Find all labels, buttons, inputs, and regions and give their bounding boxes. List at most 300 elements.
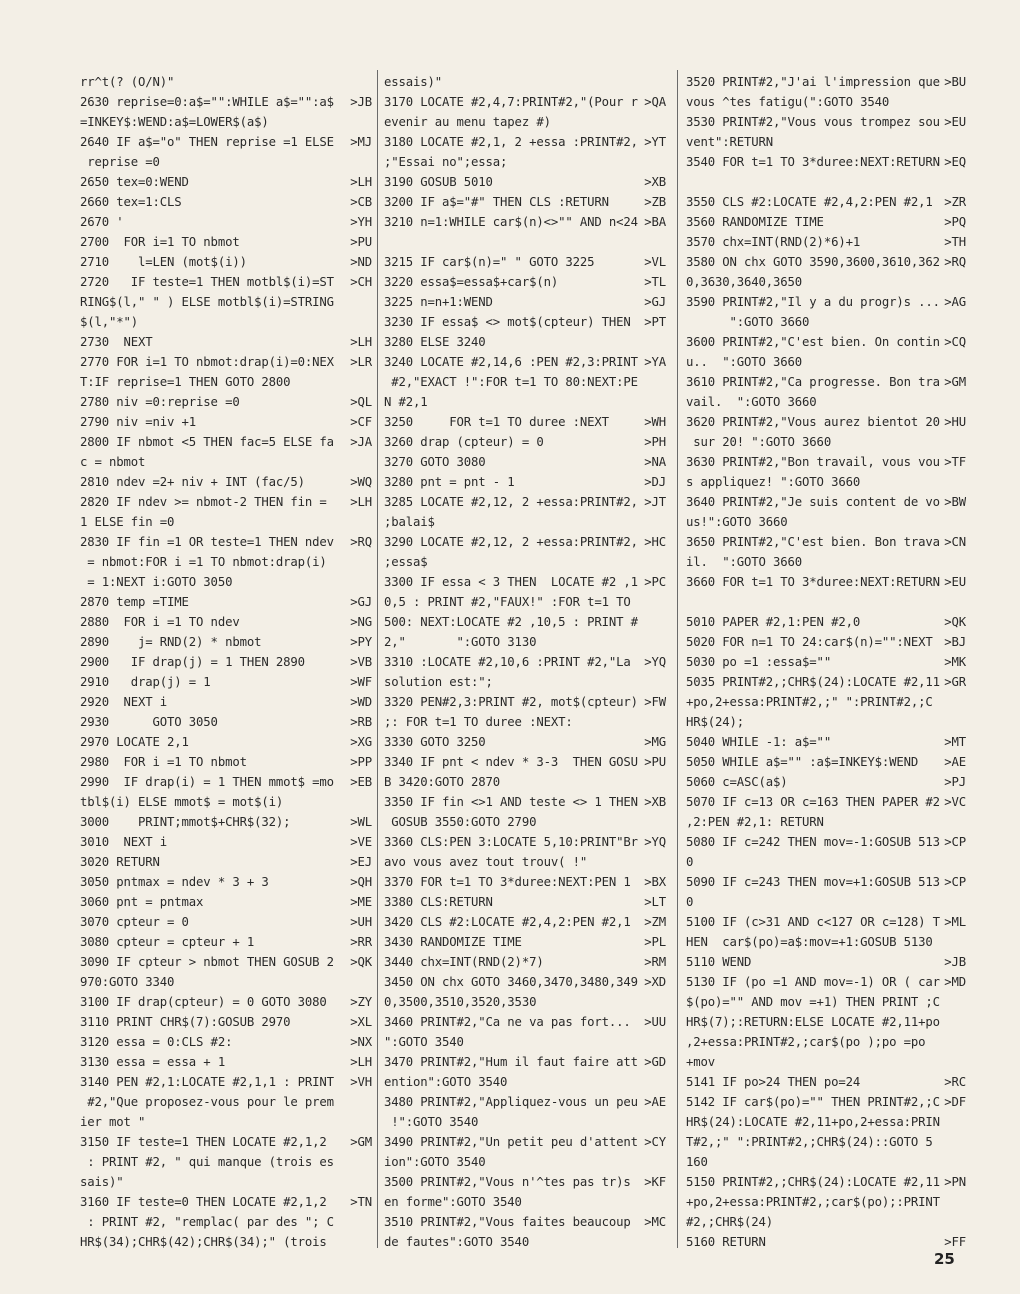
code-text: 3610 PRINT#2,"Ca progresse. Bon tra — [686, 375, 940, 389]
code-text: 3020 RETURN — [80, 855, 160, 869]
code-text: ;: FOR t=1 TO duree :NEXT: — [384, 715, 573, 729]
code-line — [80, 432, 372, 452]
code-line — [80, 652, 372, 672]
code-text: 3530 PRINT#2,"Vous vous trompez sou — [686, 115, 940, 129]
code-line — [686, 652, 966, 672]
code-text: ention":GOTO 3540 — [384, 1075, 508, 1089]
code-text: 3340 IF pnt < ndev * 3-3 THEN GOSU — [384, 755, 638, 769]
code-text: 3215 IF car$(n)=" " GOTO 3225 — [384, 255, 595, 269]
code-line — [384, 1132, 666, 1152]
code-line — [384, 1172, 666, 1192]
checksum: >VE — [350, 835, 372, 849]
code-line — [384, 152, 666, 172]
code-text: 3500 PRINT#2,"Vous n'^tes pas tr)s — [384, 1175, 631, 1189]
code-line — [384, 712, 666, 732]
code-line — [80, 932, 372, 952]
code-text: ,2:PEN #2,1: RETURN — [686, 815, 824, 829]
code-line — [80, 1152, 372, 1172]
code-line — [80, 492, 372, 512]
code-text: 3470 PRINT#2,"Hum il faut faire att — [384, 1055, 638, 1069]
code-line — [384, 312, 666, 332]
code-line — [686, 872, 966, 892]
code-text: 3650 PRINT#2,"C'est bien. Bon trava — [686, 535, 940, 549]
code-text: reprise =0 — [80, 155, 160, 169]
column-rule-left — [377, 70, 378, 1248]
checksum: >VH — [350, 1075, 372, 1089]
checksum: >VB — [350, 655, 372, 669]
code-line — [686, 612, 966, 632]
code-line — [384, 72, 666, 92]
code-text: 2920 NEXT i — [80, 695, 168, 709]
code-text: 3050 pntmax = ndev * 3 + 3 — [80, 875, 269, 889]
code-text: 2790 niv =niv +1 — [80, 415, 197, 429]
code-line — [80, 472, 372, 492]
checksum: >UU — [644, 1015, 666, 1029]
checksum: >XL — [350, 1015, 372, 1029]
code-text: HR$(24):LOCATE #2,11+po,2+essa:PRIN — [686, 1115, 940, 1129]
code-text: 3620 PRINT#2,"Vous aurez bientot 20 — [686, 415, 940, 429]
checksum: >EB — [350, 775, 372, 789]
checksum: >PC — [644, 575, 666, 589]
code-text: 3110 PRINT CHR$(7):GOSUB 2970 — [80, 1015, 291, 1029]
code-line — [80, 1172, 372, 1192]
code-line — [80, 112, 372, 132]
code-line — [686, 952, 966, 972]
checksum: >RM — [644, 955, 666, 969]
code-text: 3060 pnt = pntmax — [80, 895, 204, 909]
code-line — [80, 712, 372, 732]
code-text: : PRINT #2, "remplac( par des "; C — [80, 1215, 334, 1229]
checksum: >CP — [944, 875, 966, 889]
code-text: 3330 GOTO 3250 — [384, 735, 486, 749]
code-text: 3370 FOR t=1 TO 3*duree:NEXT:PEN 1 — [384, 875, 631, 889]
code-text: 3260 drap (cpteur) = 0 — [384, 435, 544, 449]
checksum: >AE — [644, 1095, 666, 1109]
checksum: >QA — [644, 95, 666, 109]
code-line — [686, 432, 966, 452]
code-text: = nbmot:FOR i =1 TO nbmot:drap(i) — [80, 555, 327, 569]
code-line — [686, 472, 966, 492]
code-line — [686, 1072, 966, 1092]
code-line — [384, 372, 666, 392]
checksum: >TN — [350, 1195, 372, 1209]
code-text: 5160 RETURN — [686, 1235, 766, 1249]
code-line — [686, 892, 966, 912]
checksum: >EJ — [350, 855, 372, 869]
code-line — [80, 152, 372, 172]
checksum: >FF — [944, 1235, 966, 1249]
code-line — [80, 1092, 372, 1112]
code-text: 160 — [686, 1155, 708, 1169]
code-line — [384, 532, 666, 552]
code-line — [384, 672, 666, 692]
code-line — [686, 1152, 966, 1172]
checksum: >EU — [944, 115, 966, 129]
code-text: 3640 PRINT#2,"Je suis content de vo — [686, 495, 940, 509]
code-text: 3360 CLS:PEN 3:LOCATE 5,10:PRINT"Br — [384, 835, 638, 849]
checksum: >XB — [644, 175, 666, 189]
checksum: >CY — [644, 1135, 666, 1149]
checksum: >BJ — [944, 635, 966, 649]
code-text: 3350 IF fin <>1 AND teste <> 1 THEN — [384, 795, 638, 809]
code-line — [80, 812, 372, 832]
code-text: 2630 reprise=0:a$="":WHILE a$="":a$ — [80, 95, 334, 109]
code-text: 5110 WEND — [686, 955, 752, 969]
checksum: >PT — [644, 315, 666, 329]
checksum: >GJ — [644, 295, 666, 309]
checksum: >YQ — [644, 655, 666, 669]
checksum: >HU — [944, 415, 966, 429]
code-text: 3230 IF essa$ <> mot$(cpteur) THEN — [384, 315, 631, 329]
checksum: >TH — [944, 235, 966, 249]
code-text: 3520 PRINT#2,"J'ai l'impression que — [686, 75, 940, 89]
code-line — [80, 372, 372, 392]
code-line — [384, 272, 666, 292]
code-text: u.. ":GOTO 3660 — [686, 355, 803, 369]
code-text: HEN car$(po)=a$:mov=+1:GOSUB 5130 — [686, 935, 933, 949]
checksum: >MG — [644, 735, 666, 749]
code-line — [80, 692, 372, 712]
code-line — [384, 872, 666, 892]
code-text: 0 — [686, 855, 694, 869]
code-line — [384, 592, 666, 612]
code-text: 3285 LOCATE #2,12, 2 +essa:PRINT#2, — [384, 495, 638, 509]
checksum: >MC — [644, 1215, 666, 1229]
code-text: 5040 WHILE -1: a$="" — [686, 735, 832, 749]
code-line — [686, 712, 966, 732]
code-line — [80, 892, 372, 912]
page-number: 25 — [934, 1250, 955, 1268]
code-line — [686, 852, 966, 872]
code-line — [80, 1072, 372, 1092]
code-line — [80, 512, 372, 532]
code-text: 1 ELSE fin =0 — [80, 515, 175, 529]
code-line — [686, 1212, 966, 1232]
code-text: 5030 po =1 :essa$="" — [686, 655, 832, 669]
code-line — [686, 1052, 966, 1072]
code-line — [384, 552, 666, 572]
code-line — [686, 932, 966, 952]
listing-column-1 — [80, 72, 372, 1252]
code-line — [80, 832, 372, 852]
code-text: +po,2+essa:PRINT#2,;car$(po);:PRINT — [686, 1195, 940, 1209]
checksum: >GM — [944, 375, 966, 389]
code-text: ;"Essai no";essa; — [384, 155, 508, 169]
code-line — [384, 232, 666, 252]
code-line — [384, 472, 666, 492]
code-line — [686, 1172, 966, 1192]
code-text: GOSUB 3550:GOTO 2790 — [384, 815, 537, 829]
code-line — [384, 892, 666, 912]
code-text: ":GOTO 3540 — [384, 1035, 464, 1049]
code-line — [80, 532, 372, 552]
code-text: : PRINT #2, " qui manque (trois es — [80, 1155, 334, 1169]
code-line — [384, 772, 666, 792]
code-line — [80, 212, 372, 232]
checksum: >PH — [644, 435, 666, 449]
code-text: 0,3630,3640,3650 — [686, 275, 803, 289]
checksum: >PQ — [944, 215, 966, 229]
code-line — [384, 652, 666, 672]
code-text: 3190 GOSUB 5010 — [384, 175, 493, 189]
code-line — [80, 912, 372, 932]
checksum: >GJ — [350, 595, 372, 609]
code-text: sur 20! ":GOTO 3660 — [686, 435, 832, 449]
code-line — [686, 152, 966, 172]
code-text: 2640 IF a$="o" THEN reprise =1 ELSE — [80, 135, 334, 149]
code-text: 3120 essa = 0:CLS #2: — [80, 1035, 233, 1049]
code-text: 3540 FOR t=1 TO 3*duree:NEXT:RETURN — [686, 155, 940, 169]
code-line — [686, 532, 966, 552]
code-text: 3070 cpteur = 0 — [80, 915, 189, 929]
code-text: us!":GOTO 3660 — [686, 515, 788, 529]
code-line — [384, 92, 666, 112]
checksum: >PY — [350, 635, 372, 649]
code-line — [686, 292, 966, 312]
code-text: 3100 IF drap(cpteur) = 0 GOTO 3080 — [80, 995, 327, 1009]
code-line — [80, 972, 372, 992]
code-text: 2990 IF drap(i) = 1 THEN mmot$ =mo — [80, 775, 334, 789]
checksum: >DJ — [644, 475, 666, 489]
code-text: c = nbmot — [80, 455, 146, 469]
checksum: >UH — [350, 915, 372, 929]
checksum: >PN — [944, 1175, 966, 1189]
code-text: 3570 chx=INT(RND(2)*6)+1 — [686, 235, 861, 249]
checksum: >YQ — [644, 835, 666, 849]
code-line — [384, 212, 666, 232]
code-text: 5141 IF po>24 THEN po=24 — [686, 1075, 861, 1089]
code-line — [80, 1192, 372, 1212]
code-text: 3290 LOCATE #2,12, 2 +essa:PRINT#2, — [384, 535, 638, 549]
code-text: 3240 LOCATE #2,14,6 :PEN #2,3:PRINT — [384, 355, 638, 369]
checksum: >QK — [944, 615, 966, 629]
code-text: 3550 CLS #2:LOCATE #2,4,2:PEN #2,1 — [686, 195, 933, 209]
code-line — [80, 72, 372, 92]
code-text: 2820 IF ndev >= nbmot-2 THEN fin = — [80, 495, 327, 509]
checksum: >PL — [644, 935, 666, 949]
code-line — [686, 212, 966, 232]
code-line — [80, 352, 372, 372]
code-text: 2700 FOR i=1 TO nbmot — [80, 235, 240, 249]
code-line — [80, 592, 372, 612]
code-text: 5150 PRINT#2,;CHR$(24):LOCATE #2,11 — [686, 1175, 940, 1189]
checksum: >MJ — [350, 135, 372, 149]
code-text: 3090 IF cpteur > nbmot THEN GOSUB 2 — [80, 955, 334, 969]
code-text: 2710 l=LEN (mot$(i)) — [80, 255, 247, 269]
code-line — [384, 1072, 666, 1092]
code-text: 3180 LOCATE #2,1, 2 +essa :PRINT#2, — [384, 135, 638, 149]
code-text: vent":RETURN — [686, 135, 774, 149]
checksum: >CF — [350, 415, 372, 429]
checksum: >WD — [350, 695, 372, 709]
checksum: >EU — [944, 575, 966, 589]
code-text: 3580 ON chx GOTO 3590,3600,3610,362 — [686, 255, 940, 269]
code-line — [384, 432, 666, 452]
code-line — [686, 392, 966, 412]
code-text: 2930 GOTO 3050 — [80, 715, 218, 729]
checksum: >YH — [350, 215, 372, 229]
code-text: 2650 tex=0:WEND — [80, 175, 189, 189]
checksum: >WL — [350, 815, 372, 829]
code-line — [686, 972, 966, 992]
checksum: >VC — [944, 795, 966, 809]
code-line — [686, 752, 966, 772]
code-line — [384, 1052, 666, 1072]
code-text: T#2,;" ":PRINT#2,;CHR$(24)::GOTO 5 — [686, 1135, 933, 1149]
checksum: >CN — [944, 535, 966, 549]
checksum: >LH — [350, 495, 372, 509]
code-text: 2970 LOCATE 2,1 — [80, 735, 189, 749]
code-line — [686, 252, 966, 272]
code-line — [686, 272, 966, 292]
code-text: 3380 CLS:RETURN — [384, 895, 493, 909]
code-text: 5020 FOR n=1 TO 24:car$(n)="":NEXT — [686, 635, 933, 649]
code-line — [686, 1132, 966, 1152]
code-line — [80, 92, 372, 112]
code-line — [686, 372, 966, 392]
checksum: >PU — [644, 755, 666, 769]
code-line — [384, 1032, 666, 1052]
code-line — [686, 1032, 966, 1052]
code-text: 3200 IF a$="#" THEN CLS :RETURN — [384, 195, 609, 209]
code-line — [686, 632, 966, 652]
code-text: 3250 FOR t=1 TO duree :NEXT — [384, 415, 609, 429]
code-line — [384, 912, 666, 932]
code-text: solution est:"; — [384, 675, 493, 689]
checksum: >NA — [644, 455, 666, 469]
listing-column-2 — [384, 72, 666, 1252]
checksum: >VL — [644, 255, 666, 269]
checksum: >EQ — [944, 155, 966, 169]
code-text: 3450 ON chx GOTO 3460,3470,3480,349 — [384, 975, 638, 989]
code-text: 3280 pnt = pnt - 1 — [384, 475, 515, 489]
code-line — [80, 412, 372, 432]
checksum: >LT — [644, 895, 666, 909]
checksum: >NX — [350, 1035, 372, 1049]
checksum: >QL — [350, 395, 372, 409]
checksum: >ZB — [644, 195, 666, 209]
code-text: +mov — [686, 1055, 716, 1069]
listing-column-3 — [686, 72, 966, 1252]
code-line — [686, 732, 966, 752]
code-line — [686, 912, 966, 932]
checksum: >WH — [644, 415, 666, 429]
code-text: en forme":GOTO 3540 — [384, 1195, 522, 1209]
code-line — [384, 992, 666, 1012]
checksum: >TF — [944, 455, 966, 469]
checksum: >JB — [350, 95, 372, 109]
code-text: 3460 PRINT#2,"Ca ne va pas fort... — [384, 1015, 631, 1029]
code-line — [384, 412, 666, 432]
code-line — [80, 172, 372, 192]
code-text: 3630 PRINT#2,"Bon travail, vous vou — [686, 455, 940, 469]
checksum: >ZR — [944, 195, 966, 209]
code-text: 3225 n=n+1:WEND — [384, 295, 493, 309]
checksum: >HC — [644, 535, 666, 549]
code-text: evenir au menu tapez #) — [384, 115, 551, 129]
code-line — [686, 1192, 966, 1212]
checksum: >GR — [944, 675, 966, 689]
code-text: 3000 PRINT;mmot$+CHR$(32); — [80, 815, 291, 829]
checksum: >RB — [350, 715, 372, 729]
code-line — [686, 72, 966, 92]
code-line — [80, 312, 372, 332]
code-line — [686, 1092, 966, 1112]
code-text: =INKEY$:WEND:a$=LOWER$(a$) — [80, 115, 269, 129]
code-text: T:IF reprise=1 THEN GOTO 2800 — [80, 375, 291, 389]
checksum: >CH — [350, 275, 372, 289]
checksum: >LH — [350, 1055, 372, 1069]
code-line — [384, 852, 666, 872]
code-line — [686, 992, 966, 1012]
checksum: >MD — [944, 975, 966, 989]
code-line — [686, 352, 966, 372]
code-line — [80, 132, 372, 152]
checksum: >BU — [944, 75, 966, 89]
code-line — [80, 992, 372, 1012]
code-line — [686, 452, 966, 472]
code-line — [80, 672, 372, 692]
code-text: 5010 PAPER #2,1:PEN #2,0 — [686, 615, 861, 629]
checksum: >JB — [944, 955, 966, 969]
code-text: RING$(l," " ) ELSE motbl$(i)=STRING — [80, 295, 334, 309]
code-text: 3660 FOR t=1 TO 3*duree:NEXT:RETURN — [686, 575, 940, 589]
code-line — [80, 612, 372, 632]
code-line — [384, 692, 666, 712]
code-text: 3140 PEN #2,1:LOCATE #2,1,1 : PRINT — [80, 1075, 334, 1089]
code-text: tbl$(i) ELSE mmot$ = mot$(i) — [80, 795, 284, 809]
code-text: 2780 niv =0:reprise =0 — [80, 395, 240, 409]
code-text: 5070 IF c=13 OR c=163 THEN PAPER #2 — [686, 795, 940, 809]
code-line — [384, 632, 666, 652]
code-line — [384, 1212, 666, 1232]
code-line — [80, 252, 372, 272]
code-text: +po,2+essa:PRINT#2,;" ":PRINT#2,;C — [686, 695, 933, 709]
code-text: de fautes":GOTO 3540 — [384, 1235, 530, 1249]
code-text: !":GOTO 3540 — [384, 1115, 479, 1129]
code-line — [384, 732, 666, 752]
checksum: >PP — [350, 755, 372, 769]
code-line — [686, 692, 966, 712]
code-line — [686, 512, 966, 532]
checksum: >AE — [944, 755, 966, 769]
code-text: ion":GOTO 3540 — [384, 1155, 486, 1169]
code-text: 2890 j= RND(2) * nbmot — [80, 635, 262, 649]
checksum: >QK — [350, 955, 372, 969]
code-line — [686, 772, 966, 792]
checksum: >XG — [350, 735, 372, 749]
code-text: 2720 IF teste=1 THEN motbl$(i)=ST — [80, 275, 334, 289]
code-text: sais)" — [80, 1175, 124, 1189]
code-line — [80, 232, 372, 252]
code-line — [384, 112, 666, 132]
code-line — [384, 1192, 666, 1212]
code-text: 3430 RANDOMIZE TIME — [384, 935, 522, 949]
code-text: 970:GOTO 3340 — [80, 975, 175, 989]
code-text: HR$(24); — [686, 715, 745, 729]
code-line — [80, 1132, 372, 1152]
code-text: 500: NEXT:LOCATE #2 ,10,5 : PRINT # — [384, 615, 638, 629]
code-line — [384, 492, 666, 512]
code-text: ;essa$ — [384, 555, 428, 569]
code-text: #2,"EXACT !":FOR t=1 TO 80:NEXT:PE — [384, 375, 638, 389]
code-text: vous ^tes fatigu(":GOTO 3540 — [686, 95, 890, 109]
code-line — [686, 232, 966, 252]
code-text: 2770 FOR i=1 TO nbmot:drap(i)=0:NEX — [80, 355, 334, 369]
code-text: ,2+essa:PRINT#2,;car$(po );po =po — [686, 1035, 926, 1049]
code-line — [384, 1232, 666, 1252]
code-text: 3210 n=1:WHILE car$(n)<>"" AND n<24 — [384, 215, 638, 229]
